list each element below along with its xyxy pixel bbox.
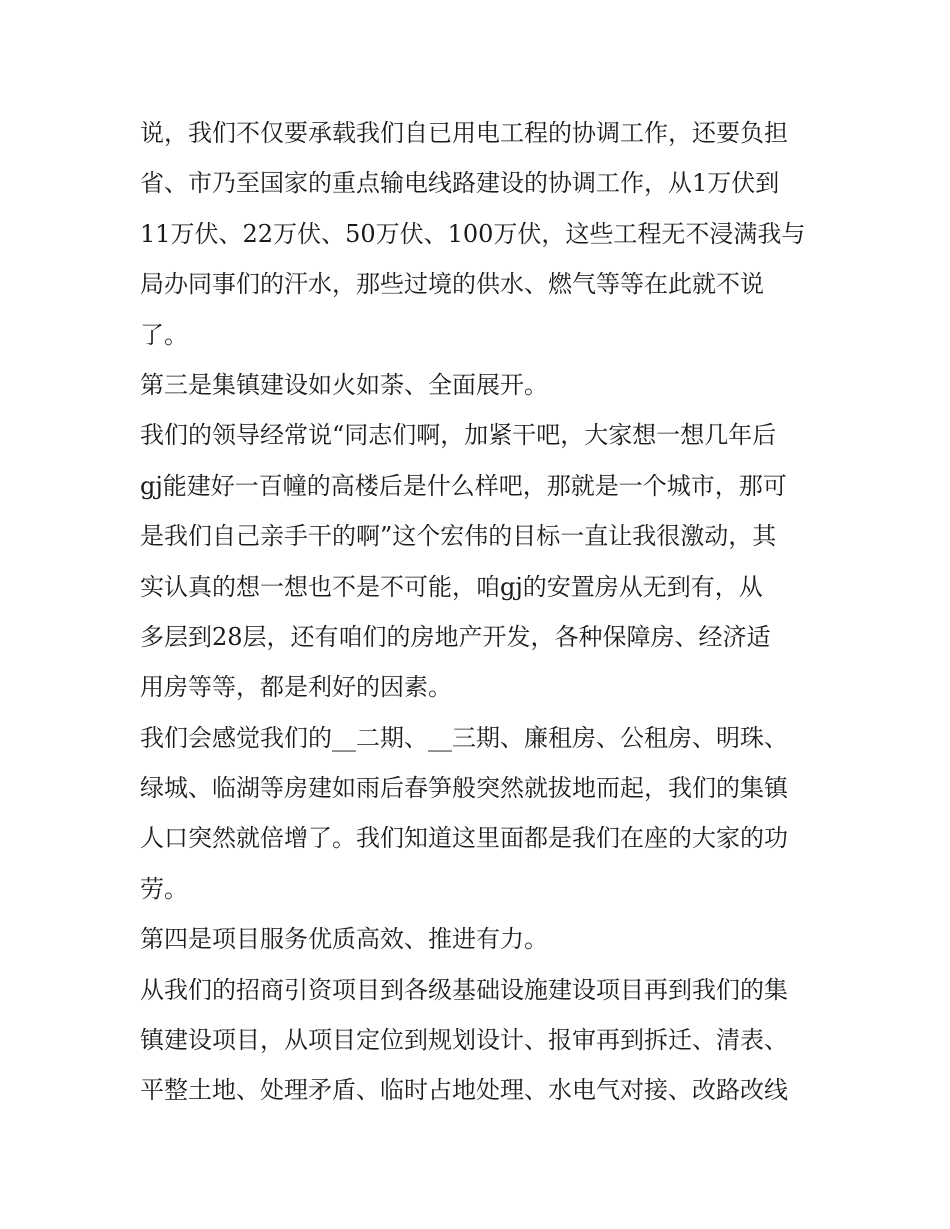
text-line: 局办同事们的汗水，那些过境的供水、燃气等等在此就不说 — [140, 270, 764, 299]
text-line: 11万伏、22万伏、50万伏、100万伏，这些工程无不浸满我与 — [140, 219, 806, 248]
text-line: 我们的领导经常说“同志们啊，加紧干吧，大家想一想几年后 — [140, 421, 777, 450]
text-line: gj能建好一百幢的高楼后是什么样吧，那就是一个城市，那可 — [140, 471, 787, 500]
text-line: 用房等等，都是利好的因素。 — [140, 673, 452, 702]
text-line: 镇建设项目，从项目定位到规划设计、报审再到拆迁、清表、 — [140, 1026, 788, 1055]
text-line: 人口突然就倍增了。我们知道这里面都是我们在座的大家的功 — [140, 824, 788, 853]
section-heading-3: 第三是集镇建设如火如荼、全面展开。 — [140, 370, 548, 399]
text-line: 绿城、临湖等房建如雨后春笋般突然就拔地而起，我们的集镇 — [140, 774, 788, 803]
text-line: 多层到28层，还有咱们的房地产开发，各种保障房、经济适 — [140, 622, 771, 651]
text-line: 实认真的想一想也不是不可能，咱gj的安置房从无到有，从 — [140, 572, 763, 601]
section-heading-4: 第四是项目服务优质高效、推进有力。 — [140, 925, 548, 954]
text-line: 了。 — [140, 320, 188, 349]
text-line: 我们会感觉我们的__二期、__三期、廉租房、公租房、明珠、 — [140, 723, 788, 752]
text-line: 说，我们不仅要承载我们自已用电工程的协调工作，还要负担 — [140, 119, 788, 147]
text-line: 平整土地、处理矛盾、临时占地处理、水电气对接、改路改线 — [140, 1076, 788, 1105]
body-text — [140, 108, 820, 1116]
text-line: 是我们自己亲手干的啊”这个宏伟的目标一直让我很激动，其 — [140, 522, 777, 551]
text-line: 从我们的招商引资项目到各级基础设施建设项目再到我们的集 — [140, 975, 788, 1004]
text-line: 劳。 — [140, 874, 188, 903]
text-line: 省、市乃至国家的重点输电线路建设的协调工作，从1万伏到 — [140, 169, 780, 198]
